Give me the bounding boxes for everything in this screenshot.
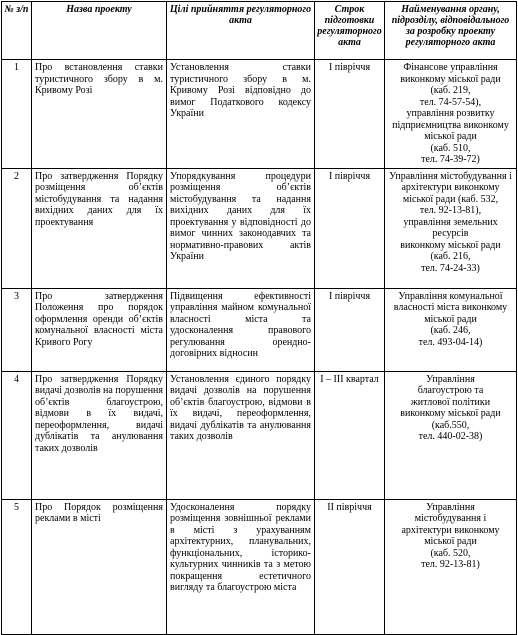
- row-org: [385, 288, 517, 371]
- row-num: 5: [2, 499, 32, 634]
- org-line: (каб. 520,: [430, 547, 471, 559]
- row-goal: Упорядкування процедури розміщення об’єктів містобудування та надання вихідних даних для їх проектування у відповідності до вимог чинних законодавчих та нормативно-правових актів України: [167, 168, 315, 288]
- org-line: благоустрою та: [417, 385, 484, 396]
- org-line: містобудування і: [414, 513, 487, 524]
- org-line: тел. 493-04-14): [418, 336, 483, 348]
- org-line: житлової політики виконкому міської ради: [400, 396, 501, 419]
- row-goal: Удосконалення порядку розміщення зовнішньої реклами в місті з урахуванням архітектурних, планувальних, функціональних, історико-культурних чинників та з метою покращення естетичного вигляду та благоустрою міста: [167, 499, 315, 634]
- row-name: Про Порядок розміщення реклами в місті: [32, 499, 167, 634]
- row-num: 1: [2, 60, 32, 169]
- org-line: (каб. 219,: [430, 85, 471, 96]
- org-line: архітектури виконкому: [401, 524, 500, 536]
- row-term: І півріччя: [315, 60, 385, 169]
- org-line: виконкому міської ради: [400, 239, 501, 251]
- org-line: тел. 92-13-81),: [419, 205, 482, 216]
- row-num: 2: [2, 168, 32, 288]
- header-term: Строк підготовки регуляторного акта: [315, 2, 385, 60]
- org-line: управління земельних ресурсів: [403, 216, 498, 239]
- row-term: ІІ півріччя: [315, 499, 385, 634]
- header-goal: Цілі прийняття регуляторного акта: [167, 2, 315, 60]
- org-line: тел. 74-57-54),: [419, 96, 482, 108]
- row-name: Про встановлення ставки туристичного збору в м. Кривому Розі: [32, 60, 167, 169]
- org-line: тел. 440-02-38): [418, 431, 483, 442]
- org-line: тел. 74-24-33): [421, 262, 480, 274]
- table-row: [2, 288, 517, 371]
- org-line: Управління: [426, 501, 475, 513]
- row-org: [385, 499, 517, 634]
- org-line: Управління: [426, 373, 475, 385]
- regulatory-acts-table: [1, 1, 517, 635]
- header-name: Назва проекту: [32, 2, 167, 60]
- org-line: Фінансове управління виконкому міської ради: [400, 62, 501, 85]
- row-name: Про затвердження Положення про порядок оформлення оренди об’єктів комунальної власності міста Кривого Рогу: [32, 288, 167, 371]
- org-line: (каб.550,: [431, 419, 470, 431]
- org-line: міської ради: [424, 536, 477, 547]
- org-line: (каб. 246,: [430, 325, 471, 336]
- header-num: № з/п: [2, 2, 32, 60]
- table-row: [2, 371, 517, 499]
- org-line: (каб. 216,: [430, 251, 471, 262]
- table-row: [2, 60, 517, 169]
- org-line: Управління містобудування і архітектури виконкому міської ради (каб. 532,: [389, 170, 512, 205]
- table-row: [2, 499, 517, 634]
- table-row: [2, 168, 517, 288]
- org-line: Управління комунальної власності міста виконкому міської ради: [393, 290, 508, 325]
- org-line: управління розвитку підприємництва виконкому міської ради: [392, 108, 509, 142]
- header-org: Найменування органу, підрозділу, відповідального за розробку проекту регуляторного акта: [385, 2, 517, 60]
- row-num: 4: [2, 371, 32, 499]
- row-num: 3: [2, 288, 32, 371]
- row-name: Про затвердження Порядку видачі дозволів на порушення об’єктів благоустрою, відмови в їх видачі, переоформлення, видачі дублікатів та анулювання таких дозволів: [32, 371, 167, 499]
- org-line: тел. 92-13-81): [421, 559, 480, 570]
- row-org: [385, 371, 517, 499]
- row-name: Про затвердження Порядку розміщення об’єктів містобудування та надання вихідних даних для їх проектування: [32, 168, 167, 288]
- row-term: І півріччя: [315, 168, 385, 288]
- row-org: [385, 60, 517, 169]
- row-goal: Установлення єдиного порядку видачі дозволів на порушення об’єктів благоустрою, відмови в їх видачі, переоформлення, видачі дублікатів та анулювання таких дозволів: [167, 371, 315, 499]
- table-header-row: [2, 2, 517, 60]
- row-goal: Підвищення ефективності управління майном комунальної власності міста та удосконалення правового регулювання орендно-договірних відносин: [167, 288, 315, 371]
- org-line: тел. 74-39-72): [421, 154, 480, 165]
- row-goal: Установлення ставки туристичного збору в м. Кривому Розі відповідно до вимог Податкового кодексу України: [167, 60, 315, 169]
- org-line: (каб. 510,: [430, 142, 471, 154]
- row-term: І – ІІІ квартал: [315, 371, 385, 499]
- row-term: І півріччя: [315, 288, 385, 371]
- row-org: [385, 168, 517, 288]
